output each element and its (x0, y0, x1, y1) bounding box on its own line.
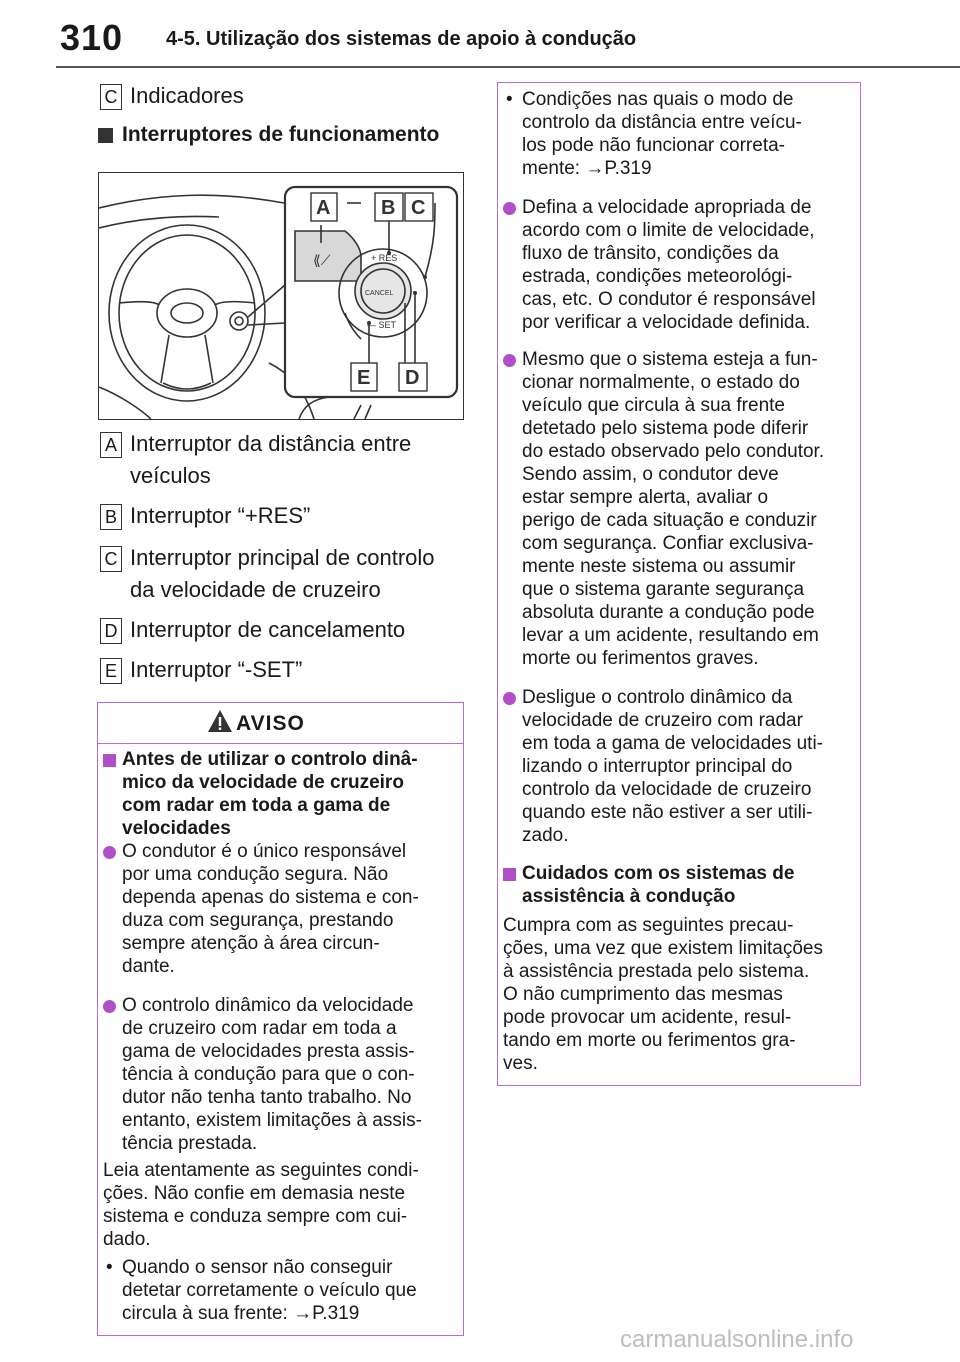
warning-dash1-line2: detetar corretamente o veículo que (122, 1280, 417, 1301)
legend-letter-b: B (100, 504, 122, 530)
bullet-dot-icon (103, 1000, 116, 1013)
callout-b: B (381, 197, 396, 219)
legend-letter-e: E (100, 658, 122, 684)
legend-label-b: Interruptor “+RES” (130, 503, 311, 528)
warning-bullet1-line1: O condutor é o único responsável (122, 841, 407, 862)
right-bullet1-line5: cas, etc. O condutor é responsável (522, 289, 816, 310)
callout-d: D (405, 367, 420, 389)
legend-letter-d: D (100, 618, 122, 644)
right-dash1-line4: mente: →P.319 (522, 158, 652, 179)
right-heading-line1: Cuidados com os sistemas de (522, 863, 795, 884)
res-button-label: + RES (371, 253, 398, 263)
warning-dash1-line1: Quando o sensor não conseguir (122, 1257, 393, 1278)
warning-bullet2-line3: gama de velocidades presta assis- (122, 1041, 415, 1062)
bullet-dot-icon (503, 692, 516, 705)
right-bullet1-line6: por verificar a velocidade definida. (522, 312, 811, 333)
warning-header (97, 702, 464, 744)
distance-switch-icon: ⟪⟋ (313, 253, 331, 269)
warning-dash1-line3: circula à sua frente: →P.319 (122, 1303, 360, 1324)
bullet-dot-icon (503, 354, 516, 367)
right-dash1-line1: Condições nas quais o modo de (522, 89, 794, 110)
right-bullet2-line1: Mesmo que o sistema esteja a fun- (522, 349, 818, 370)
indicator-label: Indicadores (130, 83, 244, 108)
legend-label-a-line2: veículos (130, 463, 211, 488)
right-dash1-line3: los pode não funcionar correta- (522, 135, 785, 156)
right-bullet2-line2: cionar normalmente, o estado do (522, 372, 800, 393)
warning-bullet1-line5: sempre atenção à área circun- (122, 933, 380, 954)
right-para-line7: ves. (503, 1053, 538, 1074)
right-bullet2-line4: detetado pelo sistema pode diferir (522, 418, 809, 439)
warning-para-line1: Leia atentamente as seguintes condi- (103, 1160, 419, 1181)
right-para-line2: ções, uma vez que existem limitações (503, 938, 823, 959)
right-bullet2-line7: estar sempre alerta, avaliar o (522, 487, 769, 508)
right-para-line1: Cumpra com as seguintes precau- (503, 915, 794, 936)
right-bullet2-line3: veículo que circula à sua frente (522, 395, 785, 416)
legend-label-c-line2: da velocidade de cruzeiro (130, 577, 381, 602)
right-bullet2-line14: morte ou ferimentos graves. (522, 648, 759, 669)
warning-bullet1-line2: por uma condução segura. Não (122, 864, 389, 885)
right-bullet1-line1: Defina a velocidade apropriada de (522, 197, 812, 218)
bullet-dot-icon (103, 846, 116, 859)
switches-subheading: Interruptores de funcionamento (122, 123, 440, 146)
right-bullet3-line3: em toda a gama de velocidades uti- (522, 733, 824, 754)
right-para-line4: O não cumprimento das mesmas (503, 984, 783, 1005)
warning-bullet1-line6: dante. (122, 956, 175, 977)
warning-bullet2-line2: de cruzeiro com radar em toda a (122, 1018, 397, 1039)
right-dash1-line2: controlo da distância entre veícu- (522, 112, 802, 133)
right-bullet3-line5: controlo da velocidade de cruzeiro (522, 779, 812, 800)
right-bullet1-line4: estrada, condições meteorológi- (522, 266, 793, 287)
right-bullet2-line10: mente neste sistema ou assumir (522, 556, 796, 577)
right-bullet2-line6: Sendo assim, o condutor deve (522, 464, 779, 485)
warning-heading-line1: Antes de utilizar o controlo dinâ- (122, 749, 418, 770)
right-bullet2-line11: que o sistema garante segurança (522, 579, 805, 600)
warning-para-line4: dado. (103, 1229, 151, 1250)
warning-bullet2-line5: dutor não tenha tanto trabalho. No (122, 1087, 412, 1108)
header-divider (56, 66, 960, 68)
bullet-dot-icon (503, 202, 516, 215)
page-number: 310 (60, 17, 124, 58)
warning-bullet1-line4: duza com segurança, prestando (122, 910, 394, 931)
right-bullet2-line9: com segurança. Confiar exclusiva- (522, 533, 814, 554)
dash-bullet-icon: • (106, 1257, 113, 1278)
warning-para-line3: sistema e conduza sempre com cui- (103, 1206, 408, 1227)
set-button-label: — SET (367, 320, 397, 330)
right-para-line5: pode provocar um acidente, resul- (503, 1007, 792, 1028)
callout-c: C (411, 197, 426, 219)
right-bullet3-line6: quando este não estiver a ser utili- (522, 802, 813, 823)
right-bullet2-line8: perigo de cada situação e conduzir (522, 510, 817, 531)
legend-label-e: Interruptor “-SET” (130, 657, 303, 682)
right-bullet2-line13: levar a um acidente, resultando em (522, 625, 819, 646)
legend-label-d: Interruptor de cancelamento (130, 617, 406, 642)
callout-e: E (357, 367, 371, 389)
warning-heading-line2: mico da velocidade de cruzeiro (122, 772, 404, 793)
right-bullet3-line1: Desligue o controlo dinâmico da (522, 687, 793, 708)
legend-label-c-line1: Interruptor principal de controlo (130, 545, 435, 570)
warning-triangle-icon (207, 708, 233, 734)
cancel-button-label: CANCEL (365, 290, 394, 297)
steering-wheel-illustration (99, 173, 463, 419)
right-heading-bullet-icon (503, 868, 516, 881)
right-bullet2-line5: do estado observado pelo condutor. (522, 441, 825, 462)
steering-wheel-figure (98, 172, 464, 420)
section-title: 4-5. Utilização dos sistemas de apoio à condução (166, 28, 637, 50)
warning-bullet2-line4: tência à condução para que o con- (122, 1064, 415, 1085)
legend-letter-a: A (100, 432, 122, 458)
right-bullet2-line12: absoluta durante a condução pode (522, 602, 815, 623)
warning-bullet2-line1: O controlo dinâmico da velocidade (122, 995, 414, 1016)
warning-para-line2: ções. Não confie em demasia neste (103, 1183, 406, 1204)
legend-label-a-line1: Interruptor da distância entre (130, 431, 412, 456)
right-bullet3-line7: zado. (522, 825, 569, 846)
warning-heading-line4: velocidades (122, 818, 231, 839)
right-heading-line2: assistência à condução (522, 886, 736, 907)
legend-letter-c: C (100, 546, 122, 572)
warning-title: AVISO (236, 712, 305, 735)
watermark: carmanualsonline.info (620, 1326, 854, 1353)
right-bullet3-line2: velocidade de cruzeiro com radar (522, 710, 803, 731)
warning-heading-bullet-icon (103, 754, 116, 767)
square-bullet-icon (98, 128, 113, 143)
warning-bullet1-line3: dependa apenas do sistema e con- (122, 887, 419, 908)
warning-bullet2-line6: entanto, existem limitações à assis- (122, 1110, 422, 1131)
warning-heading-line3: com radar em toda a gama de (122, 795, 391, 816)
right-bullet1-line3: fluxo de trânsito, condições da (522, 243, 779, 264)
warning-bullet2-line7: tência prestada. (122, 1133, 258, 1154)
right-para-line3: à assistência prestada pelo sistema. (503, 961, 810, 982)
right-bullet3-line4: lizando o interruptor principal do (522, 756, 793, 777)
dash-bullet-icon: • (506, 89, 513, 110)
right-para-line6: tando em morte ou ferimentos gra- (503, 1030, 796, 1051)
right-bullet1-line2: acordo com o limite de velocidade, (522, 220, 815, 241)
indicator-letter-box: C (100, 84, 122, 110)
callout-a: A (316, 197, 331, 219)
